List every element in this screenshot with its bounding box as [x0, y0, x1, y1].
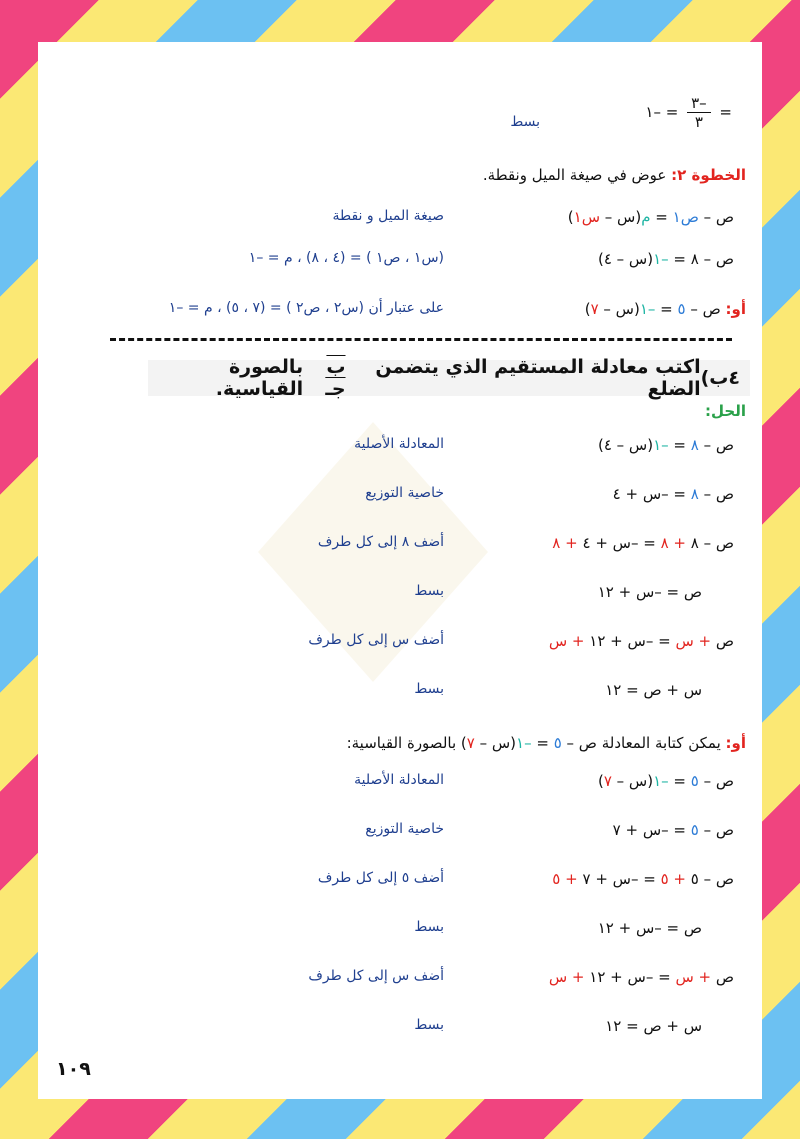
fraction-numerator: –٣ [687, 94, 711, 113]
eq-part: = [655, 300, 678, 318]
eq-part: + ٥ [660, 870, 686, 888]
eq-part: ص – ٥ [685, 870, 734, 888]
eq-part: ٧ [603, 772, 612, 790]
step-equation [613, 821, 734, 839]
text-part: –١ [516, 734, 532, 752]
eq-part: ص – [698, 772, 734, 790]
text-part: ) بالصورة القياسية: [346, 734, 467, 752]
question-tail: بالصورة القياسية. [215, 356, 304, 400]
pointslope-equation [568, 208, 734, 226]
eq-part: ص [711, 632, 734, 650]
eq-part: (س – [598, 300, 640, 318]
step2-text: عوض في صيغة الميل ونقطة. [482, 166, 672, 184]
eq-part: + س [548, 632, 585, 650]
text-part: (س – [474, 734, 517, 752]
eq-part: = –س + ١٢ [584, 632, 676, 650]
eq-part: –١ [653, 436, 669, 454]
step-equation [552, 870, 734, 888]
step-equation [549, 968, 734, 986]
eq-part: ص = –س + ١٢ [597, 919, 702, 937]
step-note: خاصية التوزيع [365, 485, 444, 501]
step-equation [598, 436, 734, 454]
pointslope-note: صيغة الميل و نقطة [332, 208, 444, 224]
eq-text: = [714, 103, 732, 121]
eq-part: ) [584, 300, 591, 318]
step-note: أضف ٥ إلى كل طرف [317, 870, 444, 886]
simplify-note: بسط [510, 114, 540, 130]
eq-part: = –س + ٧ [612, 821, 691, 839]
eq-part: (س – [600, 208, 642, 226]
step2-heading [483, 166, 746, 184]
step-equation [598, 919, 702, 937]
eq-text: = –١ [645, 103, 679, 121]
eq-part: = [668, 436, 691, 454]
eq-part: س + ص = ١٢ [605, 681, 702, 699]
eq-part: –١ [653, 250, 669, 268]
eq-part: م [641, 208, 651, 226]
substitution-note: (س١ ، ص١ ) = (٤ ، ٨) ، م = –١ [248, 250, 444, 266]
eq-part: (س – [611, 772, 654, 790]
eq-part: ٥ [677, 300, 686, 318]
step-equation [552, 534, 734, 552]
eq-part: + س [548, 968, 585, 986]
or-label: أو: [725, 300, 746, 318]
eq-part: ص = –س + ١٢ [597, 583, 702, 601]
or-label: أو: [725, 734, 746, 752]
step-equation [598, 583, 702, 601]
eq-part: ص – ٨ = [668, 250, 734, 268]
text-part: ٧ [466, 734, 475, 752]
eq-part: ص – [698, 485, 734, 503]
eq-part: ٧ [590, 300, 599, 318]
step-note: المعادلة الأصلية [354, 436, 444, 452]
text-part: ٥ [553, 734, 562, 752]
eq-part: –١ [653, 772, 669, 790]
step-note: أضف س إلى كل طرف [308, 968, 444, 984]
step-note: بسط [414, 681, 444, 697]
eq-part: ص [711, 968, 734, 986]
fraction-denominator: ٣ [694, 113, 703, 131]
question-segment: ب جـ [325, 356, 346, 400]
eq-part: = –س + ٤ [577, 534, 661, 552]
eq-part: ٥ [690, 821, 699, 839]
eq-part: = –س + ٤ [612, 485, 691, 503]
worksheet-page [38, 42, 762, 1099]
step-equation [605, 681, 702, 699]
eq-part: (س – ٤) [597, 250, 654, 268]
step-note: أضف ٨ إلى كل طرف [317, 534, 444, 550]
page-number: ١٠٩ [56, 1058, 91, 1080]
question-text: اكتب معادلة المستقيم الذي يتضمن الضلع [375, 356, 701, 400]
alt-substitution-note: على عتبار أن (س٢ ، ص٢ ) = (٧ ، ٥) ، م = –١ [168, 300, 444, 316]
eq-part: ص – [698, 821, 734, 839]
alt-substitution-equation [585, 300, 746, 318]
eq-part: ) [597, 772, 604, 790]
step2-label: الخطوة ٢: [671, 166, 746, 184]
question-4b [148, 356, 750, 400]
eq-part: = [650, 208, 673, 226]
step-note: بسط [414, 583, 444, 599]
eq-part: = –س + ٧ [577, 870, 661, 888]
step-equation [549, 632, 734, 650]
text-part: يمكن كتابة المعادلة ص – [561, 734, 726, 752]
step-note: خاصية التوزيع [365, 821, 444, 837]
question-number: ٤ب) [700, 367, 740, 389]
substitution-equation [598, 250, 734, 268]
eq-part: –١ [639, 300, 656, 318]
eq-part: = [668, 772, 691, 790]
eq-part: + س [675, 632, 712, 650]
simplify-row [645, 94, 732, 131]
eq-part: ص – [698, 208, 734, 226]
eq-part: ٥ [690, 772, 699, 790]
step-equation [613, 485, 734, 503]
step-note: بسط [414, 919, 444, 935]
eq-part: + ٥ [552, 870, 578, 888]
eq-part: + س [675, 968, 712, 986]
eq-part: ) [567, 208, 574, 226]
step-note: بسط [414, 1017, 444, 1033]
eq-part: ٨ [690, 436, 699, 454]
eq-part: (س – ٤) [597, 436, 654, 454]
eq-part: ص١ [672, 208, 699, 226]
text-part: = [531, 734, 554, 752]
step-equation [605, 1017, 702, 1035]
section-divider [110, 338, 732, 341]
eq-part: ٨ [690, 485, 699, 503]
eq-part: ص – ٨ [685, 534, 734, 552]
step-note: المعادلة الأصلية [354, 772, 444, 788]
eq-part: + ٨ [660, 534, 686, 552]
step-note: أضف س إلى كل طرف [308, 632, 444, 648]
alt-standard-intro [347, 734, 746, 752]
eq-part: س١ [573, 208, 601, 226]
eq-part: ص – [685, 300, 726, 318]
eq-part: س + ص = ١٢ [605, 1017, 702, 1035]
step-equation [598, 772, 734, 790]
solution-label: الحل: [705, 402, 746, 420]
eq-part: ص – [698, 436, 734, 454]
eq-part: + ٨ [552, 534, 578, 552]
eq-part: = –س + ١٢ [584, 968, 676, 986]
fraction [687, 94, 711, 131]
